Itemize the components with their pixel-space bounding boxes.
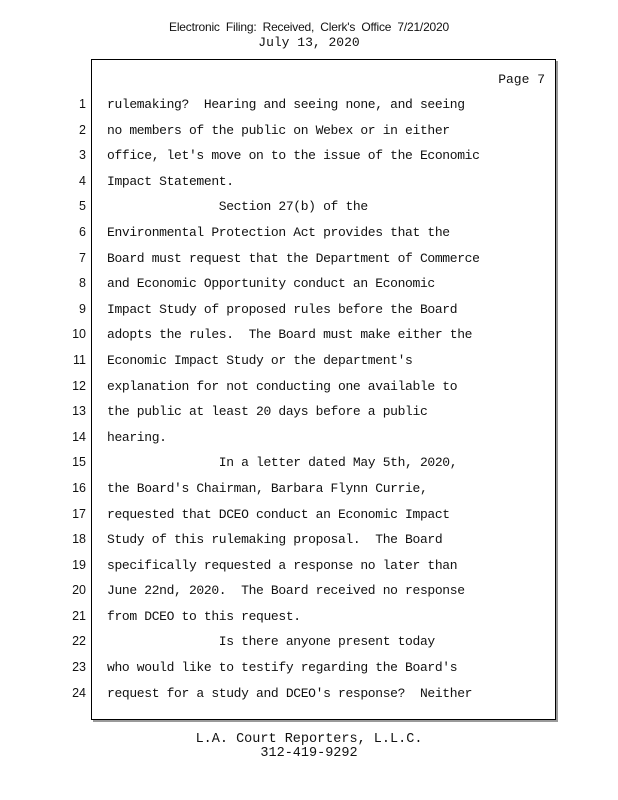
line-number: 21 bbox=[72, 608, 86, 623]
transcript-line: explanation for not conducting one available to bbox=[107, 378, 458, 394]
transcript-line: adopts the rules. The Board must make either the bbox=[107, 327, 473, 343]
transcript-line: office, let's move on to the issue of the Economic bbox=[107, 148, 480, 164]
transcript-line: Economic Impact Study or the department's bbox=[107, 352, 413, 368]
reporter-footer bbox=[0, 733, 618, 761]
line-number: 7 bbox=[79, 250, 86, 265]
line-number: 1 bbox=[79, 97, 86, 111]
transcript-line: requested that DCEO conduct an Economic Impact bbox=[107, 506, 450, 522]
line-number: 12 bbox=[72, 378, 86, 393]
transcript-line: hearing. bbox=[107, 429, 167, 445]
line-number: 15 bbox=[72, 455, 86, 470]
line-number: 19 bbox=[72, 557, 86, 572]
transcript-line: Section 27(b) of the bbox=[107, 199, 368, 215]
transcript-line: Is there anyone present today bbox=[107, 634, 435, 650]
line-number-column bbox=[62, 92, 86, 706]
line-number: 16 bbox=[72, 480, 86, 495]
transcript-line: the public at least 20 days before a public bbox=[107, 404, 428, 420]
transcript-line: In a letter dated May 5th, 2020, bbox=[107, 455, 458, 471]
transcript-line: Impact Study of proposed rules before the Board bbox=[107, 301, 458, 317]
filing-stamp: Electronic Filing: Received, Clerk's Office 7/21/2020 bbox=[169, 20, 449, 34]
transcript-line: Board must request that the Department of Commerce bbox=[107, 250, 480, 266]
line-number: 14 bbox=[72, 429, 86, 444]
transcript-line: rulemaking? Hearing and seeing none, and seeing bbox=[107, 97, 465, 112]
line-number: 24 bbox=[72, 685, 86, 700]
line-number: 8 bbox=[79, 276, 86, 291]
line-number: 4 bbox=[79, 173, 86, 188]
transcript-line: June 22nd, 2020. The Board received no response bbox=[107, 583, 465, 599]
transcript-line: the Board's Chairman, Barbara Flynn Currie, bbox=[107, 480, 428, 496]
line-number: 13 bbox=[72, 404, 86, 419]
transcript-line: no members of the public on Webex or in either bbox=[107, 122, 450, 138]
line-number: 17 bbox=[72, 506, 86, 521]
reporter-name: L.A. Court Reporters, L.L.C. bbox=[195, 732, 423, 747]
line-number: 18 bbox=[72, 532, 86, 547]
line-number: 23 bbox=[72, 660, 86, 675]
line-number: 2 bbox=[79, 122, 86, 137]
transcript-body bbox=[107, 92, 547, 706]
transcript-line: who would like to testify regarding the Board's bbox=[107, 660, 458, 676]
transcript-line: from DCEO to this request. bbox=[107, 608, 301, 624]
line-number: 22 bbox=[72, 634, 86, 649]
page-number: Page 7 bbox=[498, 72, 545, 87]
line-number: 11 bbox=[73, 352, 86, 367]
transcript-date: July 13, 2020 bbox=[258, 35, 360, 50]
transcript-line: request for a study and DCEO's response? Neither bbox=[107, 685, 473, 701]
reporter-phone: 312-419-9292 bbox=[260, 746, 358, 761]
line-number: 3 bbox=[79, 148, 86, 163]
line-number: 5 bbox=[79, 199, 86, 214]
line-number: 10 bbox=[72, 327, 86, 342]
transcript-line: specifically requested a response no later than bbox=[107, 557, 458, 573]
line-number: 9 bbox=[79, 301, 86, 316]
transcript-line: Environmental Protection Act provides that the bbox=[107, 224, 450, 240]
line-number: 20 bbox=[72, 583, 86, 598]
transcript-line: Impact Statement. bbox=[107, 173, 234, 189]
line-number: 6 bbox=[79, 224, 86, 239]
transcript-line: and Economic Opportunity conduct an Economic bbox=[107, 276, 435, 292]
transcript-line: Study of this rulemaking proposal. The Board bbox=[107, 532, 443, 548]
